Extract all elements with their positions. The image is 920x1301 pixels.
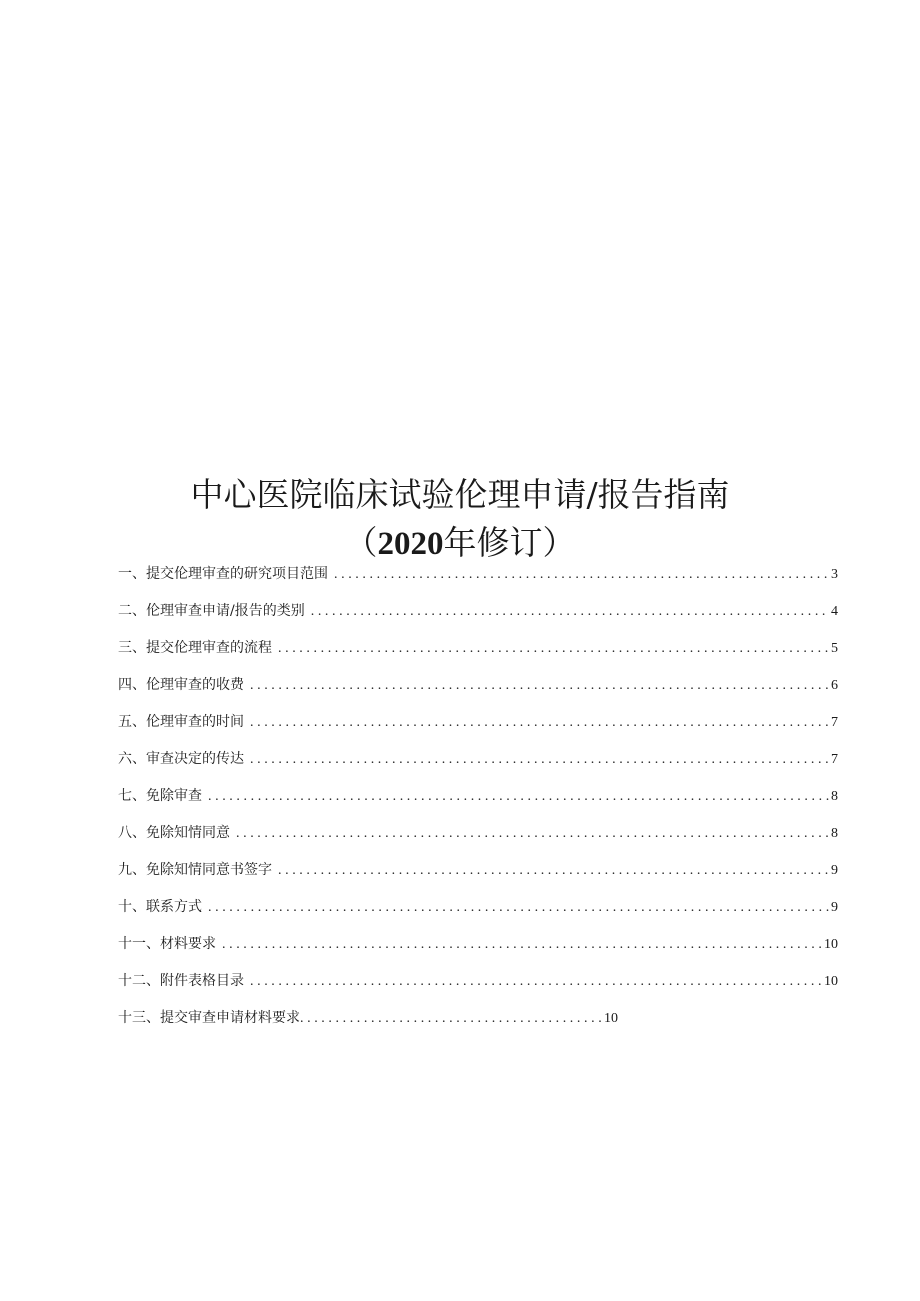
toc-entry-label: 十三、提交审查申请材料要求 [118,1010,300,1026]
toc-dot-leader [250,712,829,734]
toc-entry-5[interactable] [118,711,838,748]
toc-entry-label: 十二、附件表格目录 [118,973,244,989]
toc-page-number: 4 [831,604,838,619]
toc-dot-leader [208,897,829,919]
document-title: 中心医院临床试验伦理申请/报告指南 [190,475,730,514]
toc-dot-leader [311,601,829,623]
table-of-contents [118,563,838,1044]
document-subtitle [0,520,920,567]
toc-page-number: 7 [831,752,838,767]
toc-page-number: 7 [831,715,838,730]
toc-entry-4[interactable] [118,674,838,711]
toc-entry-11[interactable] [118,933,838,970]
toc-entry-2[interactable] [118,600,838,637]
toc-entry-9[interactable] [118,859,838,896]
toc-page-number: 3 [831,567,838,582]
toc-page-number: 9 [831,863,838,878]
toc-entry-label: 九、免除知情同意书签字 [118,862,272,878]
toc-entry-3[interactable] [118,637,838,674]
toc-dot-leader [334,564,829,586]
toc-dot-leader [208,786,829,808]
toc-entry-10[interactable] [118,896,838,933]
toc-entry-label: 七、免除审查 [118,788,202,804]
subtitle-year: 2020 [377,526,444,562]
toc-entry-13[interactable] [118,1007,618,1044]
toc-entry-label: 十一、材料要求 [118,936,216,952]
toc-entry-6[interactable] [118,748,838,785]
toc-dot-leader [250,749,829,771]
toc-dot-leader [222,934,822,956]
toc-entry-label: 六、审查决定的传达 [118,751,244,767]
subtitle-rest: 年修订） [443,523,576,562]
toc-dot-leader [300,1008,602,1030]
toc-entry-label: 八、免除知情同意 [118,825,230,841]
toc-page-number: 8 [831,826,838,841]
toc-page-number: 5 [831,641,838,656]
subtitle-open-paren: （ [344,523,378,562]
toc-page-number: 10 [824,937,838,952]
toc-entry-12[interactable] [118,970,838,1007]
toc-entry-label: 三、提交伦理审查的流程 [118,640,272,656]
toc-page-number: 6 [831,678,838,693]
toc-page-number: 10 [604,1011,618,1026]
toc-page-number: 10 [824,974,838,989]
toc-dot-leader [278,860,829,882]
toc-page-number: 8 [831,789,838,804]
toc-dot-leader [250,971,822,993]
toc-entry-label: 四、伦理审查的收费 [118,677,244,693]
toc-dot-leader [236,823,829,845]
toc-entry-8[interactable] [118,822,838,859]
toc-entry-label: 一、提交伦理审查的研究项目范围 [118,566,328,582]
toc-dot-leader [278,638,829,660]
toc-entry-label: 二、伦理审查申请/报告的类别 [118,603,305,619]
toc-entry-7[interactable] [118,785,838,822]
toc-entry-label: 十、联系方式 [118,899,202,915]
toc-page-number: 9 [831,900,838,915]
toc-entry-label: 五、伦理审查的时间 [118,714,244,730]
title-block [0,472,920,567]
toc-entry-1[interactable] [118,563,838,600]
toc-dot-leader [250,675,829,697]
